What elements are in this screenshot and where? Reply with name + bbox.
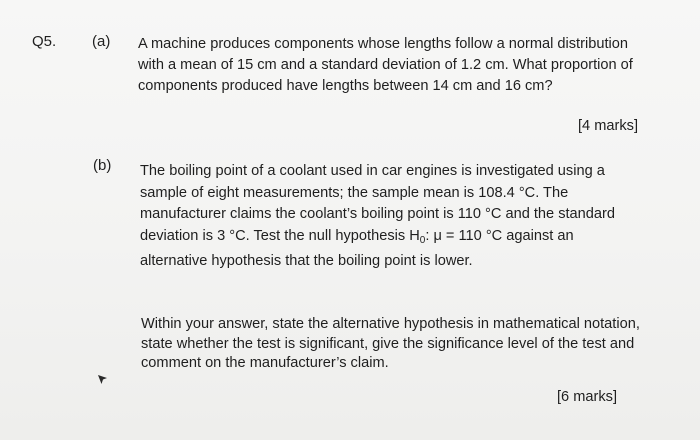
- part-b-label: (b): [93, 157, 112, 174]
- instruction-line: comment on the manufacturer’s claim.: [141, 355, 389, 371]
- part-a-line: with a mean of 15 cm and a standard deviation of 1.2 cm. What proportion of: [138, 57, 633, 73]
- instruction-line: state whether the test is significant, give the significance level of the test and: [141, 335, 635, 352]
- part-b-hypothesis-line: [140, 226, 615, 252]
- part-b-line: manufacturer claims the coolant’s boiling point is 110 °C and the standard: [140, 206, 616, 222]
- part-a-line: components produced have lengths between 14 cm and 16 cm?: [138, 78, 553, 94]
- null-hypothesis: [409, 228, 573, 244]
- instruction-line: Within your answer, state the alternative hypothesis in mathematical notation,: [141, 316, 640, 332]
- part-b-line: alternative hypothesis that the boiling point is lower.: [140, 253, 473, 269]
- question-number: Q5.: [32, 33, 57, 50]
- hypothesis-expression: : μ = 110 °C against an: [425, 227, 574, 244]
- part-b-line: sample of eight measurements; the sample mean is 108.4 °C. The: [140, 184, 569, 201]
- mouse-pointer-icon: [96, 373, 110, 387]
- hypothesis-subscript: 0: [419, 234, 426, 246]
- part-a-marks: [4 marks]: [578, 118, 639, 134]
- part-b-instructions: [141, 315, 640, 374]
- hypothesis-symbol: H: [409, 227, 420, 244]
- part-b-marks: [6 marks]: [557, 389, 618, 405]
- part-a-text: [138, 34, 633, 97]
- part-b-line: The boiling point of a coolant used in car engines is investigated using a: [140, 163, 605, 179]
- part-b-text: [140, 161, 615, 273]
- part-b-line: deviation is 3 °C. Test the null hypothesis: [140, 227, 406, 244]
- part-a-line: A machine produces components whose lengths follow a normal distribution: [138, 36, 628, 52]
- part-a-label: (a): [92, 33, 111, 50]
